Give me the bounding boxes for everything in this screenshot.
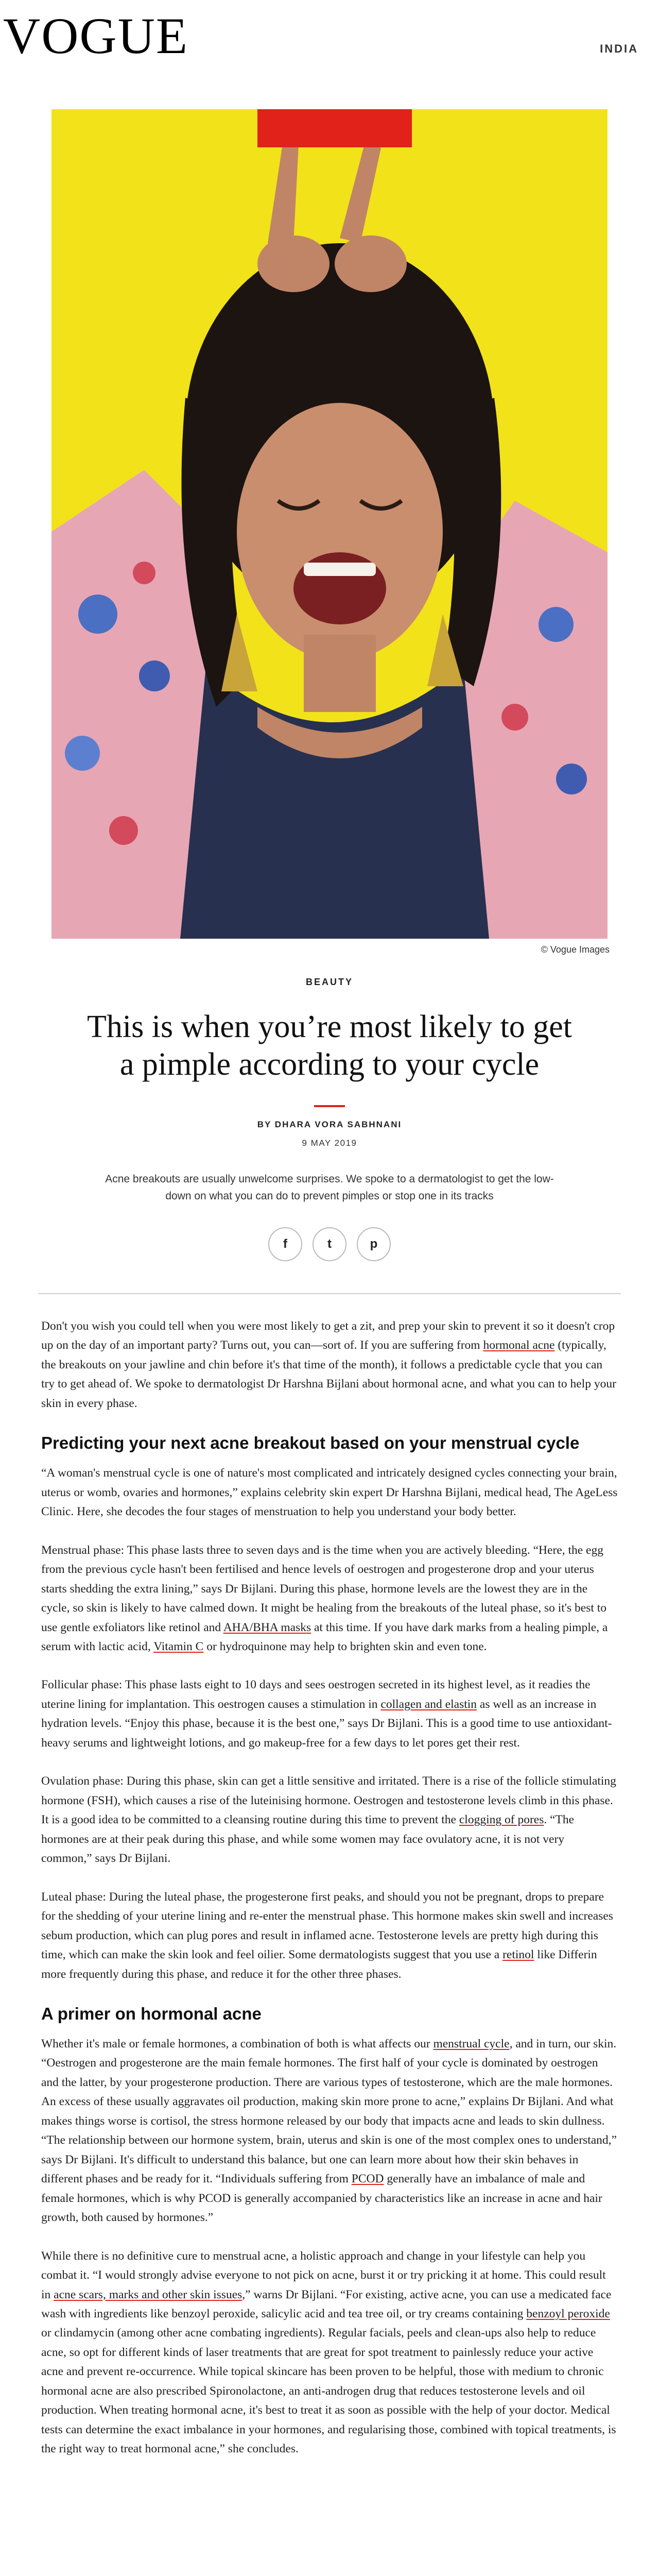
paragraph-intro: Don't you wish you could tell when you were most likely to get a zit, and prep your skin to prevent it so it doesn't crop up on the day of an important party? Turns out, you can—sort of. If you are suffering from hormonal acne (typically, the breakouts on your jawline and chin before it's that time of the month), it follows a predictable cycle that you can try to get ahead of. We spoke to dermatologist Dr Harshna Bijlani about hormonal acne, and what you can to help your skin in every phase. xyxy=(41,1319,616,1410)
article-body xyxy=(41,1317,618,2478)
hero-illustration xyxy=(51,109,608,939)
pinterest-share-button[interactable] xyxy=(357,1227,391,1261)
article-title: This is when you’re most likely to get a pimple according to your cycle xyxy=(87,1009,572,1082)
link-hormonal-acne[interactable]: hormonal acne xyxy=(483,1338,555,1352)
paragraph-ovulation-phase: Ovulation phase: During this phase, skin can get a little sensitive and irritated. There is a rise of the follicle stimulating hormone (FSH), which causes a rise of the luteinising hormone. Oestrogen and testosterone levels climb in this phase. It is a good idea to be committed to a cleansing routine during this time to prevent the clogging of pores. “The hormones are at their peak during this phase, and while some women may face ovulatory acne, it is not very common,” says Dr Bijlani. xyxy=(41,1774,616,1866)
link-vitamin-c[interactable]: Vitamin C xyxy=(153,1639,204,1653)
article-header xyxy=(51,969,608,1261)
site-header xyxy=(0,0,659,93)
link-menstrual-cycle[interactable]: menstrual cycle xyxy=(433,2037,510,2050)
edition-label[interactable]: INDIA xyxy=(600,42,638,55)
subheading-predicting: Predicting your next acne breakout based on your menstrual cycle xyxy=(41,1433,580,1453)
byline[interactable]: BY DHARA VORA SABHNANI xyxy=(257,1120,402,1130)
paragraph-hormones: Whether it's male or female hormones, a combination of both is what affects our menstrual cycle, and in turn, our skin. “Oestrogen and progesterone are the main female hormones. The first half of your cycle is dominated by oestrogen and the latter, by your progesterone production. There are various types of testosterone, which are the male hormones. An excess of these usually aggravates oil production, making skin more prone to acne,” explains Dr Bijlani. And what makes things worse is cortisol, the stress hormone released by our body that impacts acne and leads to skin dullness. “The relationship between our hormone system, brain, uterus and skin is one of the most complex ones to understand,” says Dr Bijlani. It's difficult to understand this balance, but one can learn more about how their skin behaves in different phases and be ready for it. “Individuals suffering from PCOD generally have an imbalance of male and female hormones, which is why PCOD is generally accompanied by characteristics like an increase in acne and hair growth, both caused by hormones.” xyxy=(41,2037,617,2225)
pinterest-icon: p xyxy=(370,1237,378,1251)
paragraph-menstrual-phase: Menstrual phase: This phase lasts three to seven days and is the time when you are actively bleeding. “Here, the egg from the previous cycle hasn't been fertilised and hence levels of oestrogen and progesterone drop and your uterus starts shedding the extra lining,” says Dr Bijlani. During this phase, hormone levels are the lowest they are in the cycle, so skin is likely to have calmed down. It might be healing from the breakouts of the luteal phase, so it's best to use gentle exfoliators like retinol and AHA/BHA masks at this time. If you have dark marks from a healing pimple, a serum with lactic acid, Vitamin C or hydroquinone may help to brighten skin and even tone. xyxy=(41,1543,608,1653)
share-buttons xyxy=(51,1227,608,1261)
facebook-share-button[interactable] xyxy=(268,1227,302,1261)
paragraph-luteal-phase: Luteal phase: During the luteal phase, the progesterone first peaks, and should you not be pregnant, drops to prepare for the shedding of your uterine lining and re-enter the menstrual phase. This hormone makes skin swell and increases sebum production, which can plug pores and result in inflamed acne. Testosterone levels are pretty high during this time, which can make the skin look and feel oilier. Some dermatologists suggest that you use a retinol like Differin more frequently during this phase, and reduce it for the other three phases. xyxy=(41,1890,613,1981)
section-divider xyxy=(38,1293,621,1294)
link-collagen-elastin[interactable]: collagen and elastin xyxy=(380,1697,477,1711)
twitter-share-button[interactable] xyxy=(313,1227,346,1261)
twitter-icon: t xyxy=(327,1237,332,1251)
link-aha-bha-masks[interactable]: AHA/BHA masks xyxy=(223,1620,311,1634)
link-retinol[interactable]: retinol xyxy=(502,1948,534,1962)
link-clogging-of-pores[interactable]: clogging of pores xyxy=(459,1813,544,1827)
standfirst: Acne breakouts are usually unwelcome surprises. We spoke to a dermatologist to get the low-down on what you can do to prevent pimples or stop one in its tracks xyxy=(105,1173,554,1202)
hero-red-tab xyxy=(257,109,412,147)
link-acne-scars[interactable]: acne scars, marks and other skin issues xyxy=(54,2287,242,2301)
subheading-primer: A primer on hormonal acne xyxy=(41,2004,262,2024)
paragraph-cycle-overview: “A woman's menstrual cycle is one of nature's most complicated and intricately designed cycles connecting your brain, uterus or womb, ovaries and hormones,” explains celebrity skin expert Dr Harshna Bijlani, medical head, The AgeLess Clinic. Here, she decodes the four stages of menstruation to help you understand your body better. xyxy=(41,1466,618,1519)
paragraph-follicular-phase: Follicular phase: This phase lasts eight to 10 days and sees oestrogen secreted in its highest level, as it readies the uterine lining for implantation. This oestrogen causes a stimulation in collagen and elastin as well as an increase in hydration levels. “Enjoy this phase, because it is the best one,” says Dr Bijlani. This is a good time to use antioxidant-heavy serums and lightweight lotions, and go makeup-free for a few days to let pores get their rest. xyxy=(41,1678,612,1750)
publish-date: 9 MAY 2019 xyxy=(302,1138,357,1148)
image-credit: © Vogue Images xyxy=(541,944,610,955)
title-accent-rule xyxy=(314,1105,345,1107)
link-pcod[interactable]: PCOD xyxy=(351,2172,384,2186)
hero-image xyxy=(51,109,608,939)
vogue-logo[interactable]: VOGUE xyxy=(3,7,188,64)
paragraph-treatment: While there is no definitive cure to menstrual acne, a holistic approach and change in your lifestyle can help you combat it. “I would strongly advise everyone to not pick on acne, burst it or try pricking it at home. This could result in acne scars, marks and other skin issues,” warns Dr Bijlani. “For existing, active acne, you can use a medicated face wash with ingredients like benzoyl peroxide, salicylic acid and tea tree oil, or try creams containing benzoyl peroxide or clindamycin (among other acne combating ingredients). Regular facials, peels and clean-ups also help to reduce acne, so opt for different kinds of laser treatments that are great for spot treatment to painlessly reduce your active acne and prevent re-occurrence. While topical skincare has been proven to be helpful, those with medium to chronic hormonal acne are also prescribed Spironolactone, an anti-androgen drug that reduces testosterone levels and oil production. When treating hormonal acne, it's best to treat it as soon as possible with the help of your doctor. Medical tests can determine the exact imbalance in your hormones, and regularising those, combined with topical treatments, is the right way to treat hormonal acne,” she concludes. xyxy=(41,2249,616,2456)
link-benzoyl-peroxide[interactable]: benzoyl peroxide xyxy=(526,2307,610,2320)
category-label[interactable]: BEAUTY xyxy=(305,977,353,987)
facebook-icon: f xyxy=(283,1237,287,1251)
